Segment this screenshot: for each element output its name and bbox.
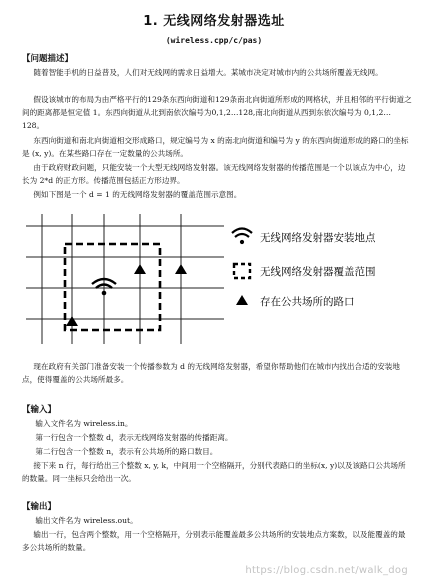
section-input: 【输入】 [22, 405, 57, 415]
coverage-figure [24, 212, 414, 347]
problem-paragraph: 由于政府财政问题，只能安装一个大型无线网络发射器。该无线网络发射器的传播范围是一个以该点为中心，边长为 2*d 的正方形。传播范围包括正方形边界。 [22, 163, 406, 185]
problem-paragraph: 假设该城市的布局为由严格平行的129条东西向街道和129条南北向街道所形成的网格状，并且相邻的平行街道之间的距离都是恒定值 1。东西向街道从北到南依次编号为0,1,2…128,南北向街道从西到东依次编号为 0,1,2…128。 [22, 95, 412, 130]
problem-paragraph: 随着智能手机的日益普及，人们对无线网的需求日益增大。某城市决定对城市内的公共场所覆盖无线网。 [33, 68, 383, 77]
problem-paragraph: 东西向街道和南北向街道相交形成路口，规定编号为 x 的南北向街道和编号为 y 的东西向街道形成的路口的坐标是 (x, y)。在某些路口存在一定数量的公共场所。 [22, 136, 409, 158]
legend-range-label: 无线网络发射器覆盖范围 [260, 266, 376, 278]
output-line: 输出文件名为 wireless.out。 [35, 516, 138, 525]
triangle-icon [134, 264, 146, 274]
file-path: (wireless.cpp/c/pas) [165, 36, 263, 45]
triangle-icon [175, 264, 187, 274]
output-line: 输出一行，包含两个整数，用一个空格隔开，分别表示能覆盖最多公共场所的安装地点方案数，以及能覆盖的最多公共场所的数量。 [22, 530, 406, 552]
legend-wifi-icon [232, 229, 252, 245]
after-figure-paragraph: 现在政府有关部门准备安装一个传播参数为 d 的无线网络发射器，希望你帮助他们在城市内找出合适的安装地点，使得覆盖的公共场所最多。 [22, 362, 400, 384]
legend [232, 229, 376, 309]
triangle-icon [66, 316, 78, 326]
page-title: 1. 无线网络发射器选址 [143, 14, 285, 29]
section-output: 【输出】 [22, 502, 57, 512]
grid-lines [26, 214, 224, 344]
legend-range-icon [234, 264, 250, 278]
problem-paragraph: 例如下图是一个 d = 1 的无线网络发射器的覆盖范围示意图。 [33, 190, 242, 199]
input-line: 第二行包含一个整数 n，表示有公共场所的路口数目。 [35, 447, 218, 456]
legend-triangle-icon [236, 295, 248, 305]
legend-wifi-label: 无线网络发射器安装地点 [260, 232, 376, 244]
input-line: 接下来 n 行，每行给出三个整数 x, y, k，中间用一个空格隔开，分别代表路口的坐标(x, y)以及该路口公共场所的数量。同一坐标只会给出一次。 [22, 461, 406, 483]
legend-triangle-label: 存在公共场所的路口 [260, 296, 355, 308]
section-problem: 【问题描述】 [22, 54, 74, 64]
input-line: 输入文件名为 wireless.in。 [35, 419, 133, 428]
watermark: https://blog.csdn.net/walk_dog [245, 565, 408, 576]
input-line: 第一行包含一个整数 d，表示无线网络发射器的传播距离。 [35, 433, 233, 442]
